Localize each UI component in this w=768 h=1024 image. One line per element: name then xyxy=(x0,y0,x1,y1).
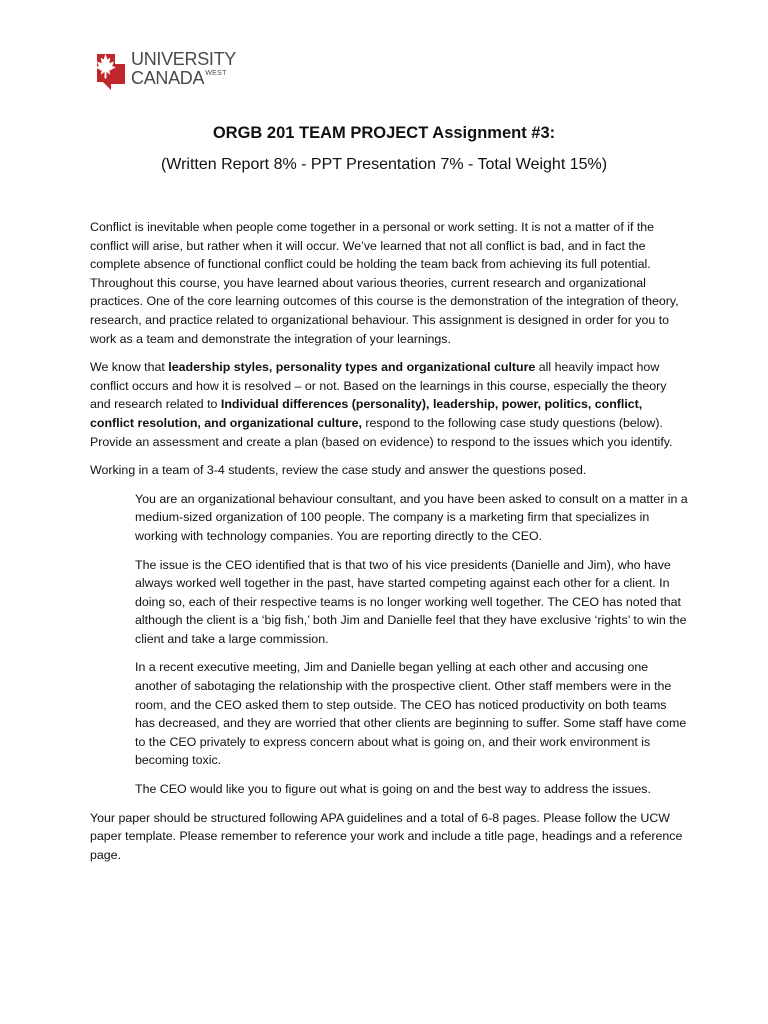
university-logo xyxy=(95,48,235,90)
paragraph-team-instructions: Working in a team of 3-4 students, review the case study and answer the questions posed. xyxy=(90,463,587,478)
case-study-paragraph-3: In a recent executive meeting, Jim and Danielle began yelling at each other and accusing one another of sabotaging the relationship with the prospective client. Other staff members were in the room, and the CEO asked them to step outside. The CEO has noticed productivity on both teams has decreased, and they are worried that other clients are beginning to suffer. Some staff have come to the CEO privately to express concern about what is going on, and their work environment is becoming toxic. xyxy=(135,660,687,768)
paragraph-assessment xyxy=(90,358,688,451)
document-subtitle: (Written Report 8% - PPT Presentation 7% - Total Weight 15%) xyxy=(160,156,608,173)
document-title: ORGB 201 TEAM PROJECT Assignment #3: xyxy=(212,124,556,142)
paragraph-assessment-text-a: We know that xyxy=(90,360,169,375)
logo-university-text: UNIVERSITY xyxy=(131,49,237,69)
case-study-paragraph-1: You are an organizational behaviour consultant, and you have been asked to consult on a matter in a medium-sized organization of 100 people. The company is a marketing firm that specializes in working with technology companies. You are reporting directly to the CEO. xyxy=(135,491,688,543)
document-body xyxy=(90,218,688,874)
paragraph-intro: Conflict is inevitable when people come together in a personal or work setting. It is not a matter of if the conflict will arise, but rather when it will occur. We’ve learned that not all conflict is bad, and in fact the complete absence of functional conflict could be holding the team back from achieving its full potential. Throughout this course, you have learned about various theories, current research and organizational practices. One of the core learning outcomes of this course is the demonstration of the integration of theory, research, and practice related to organizational behaviour. This assignment is designed in order for you to work as a team and demonstrate the integration of your learnings. xyxy=(90,220,679,346)
case-study-paragraph-2: The issue is the CEO identified that is that two of his vice presidents (Danielle and Jim), who have always worked well together in the past, have started competing against each other for a client. In doing so, each of their respective teams is no longer working well together. The CEO has noted that although the client is a ‘big fish,’ both Jim and Danielle feel that they have exclusive ‘rights’ to win the client and take a large commission. xyxy=(135,557,687,646)
paragraph-assessment-text-e: respond to the following case study questions (below). Provide an assessment and create a plan (based on evidence) to respond to the issues which you identify. xyxy=(90,415,673,449)
logo-west-text: WEST xyxy=(205,70,227,77)
maple-leaf-logo-icon xyxy=(95,48,127,90)
paragraph-assessment-bold-a: leadership styles, personality types and organizational culture xyxy=(168,360,536,375)
logo-canada-text: CANADA xyxy=(131,68,205,88)
logo-wordmark xyxy=(131,50,236,88)
case-study-paragraph-4: The CEO would like you to figure out what is going on and the best way to address the issues. xyxy=(135,782,651,797)
paragraph-assessment-bold-d: Individual differences (personality), leadership, power, politics, conflict, conflict resolution, and organizational culture, xyxy=(90,397,643,430)
paragraph-format-instructions: Your paper should be structured following APA guidelines and a total of 6-8 pages. Please follow the UCW paper template. Please remember to reference your work and include a title page, headings and a reference page. xyxy=(90,810,683,862)
paragraph-assessment-text-c: all heavily impact how conflict occurs and how it is resolved – or not. Based on the learnings in this course, especially the theory and research related to xyxy=(90,360,667,412)
